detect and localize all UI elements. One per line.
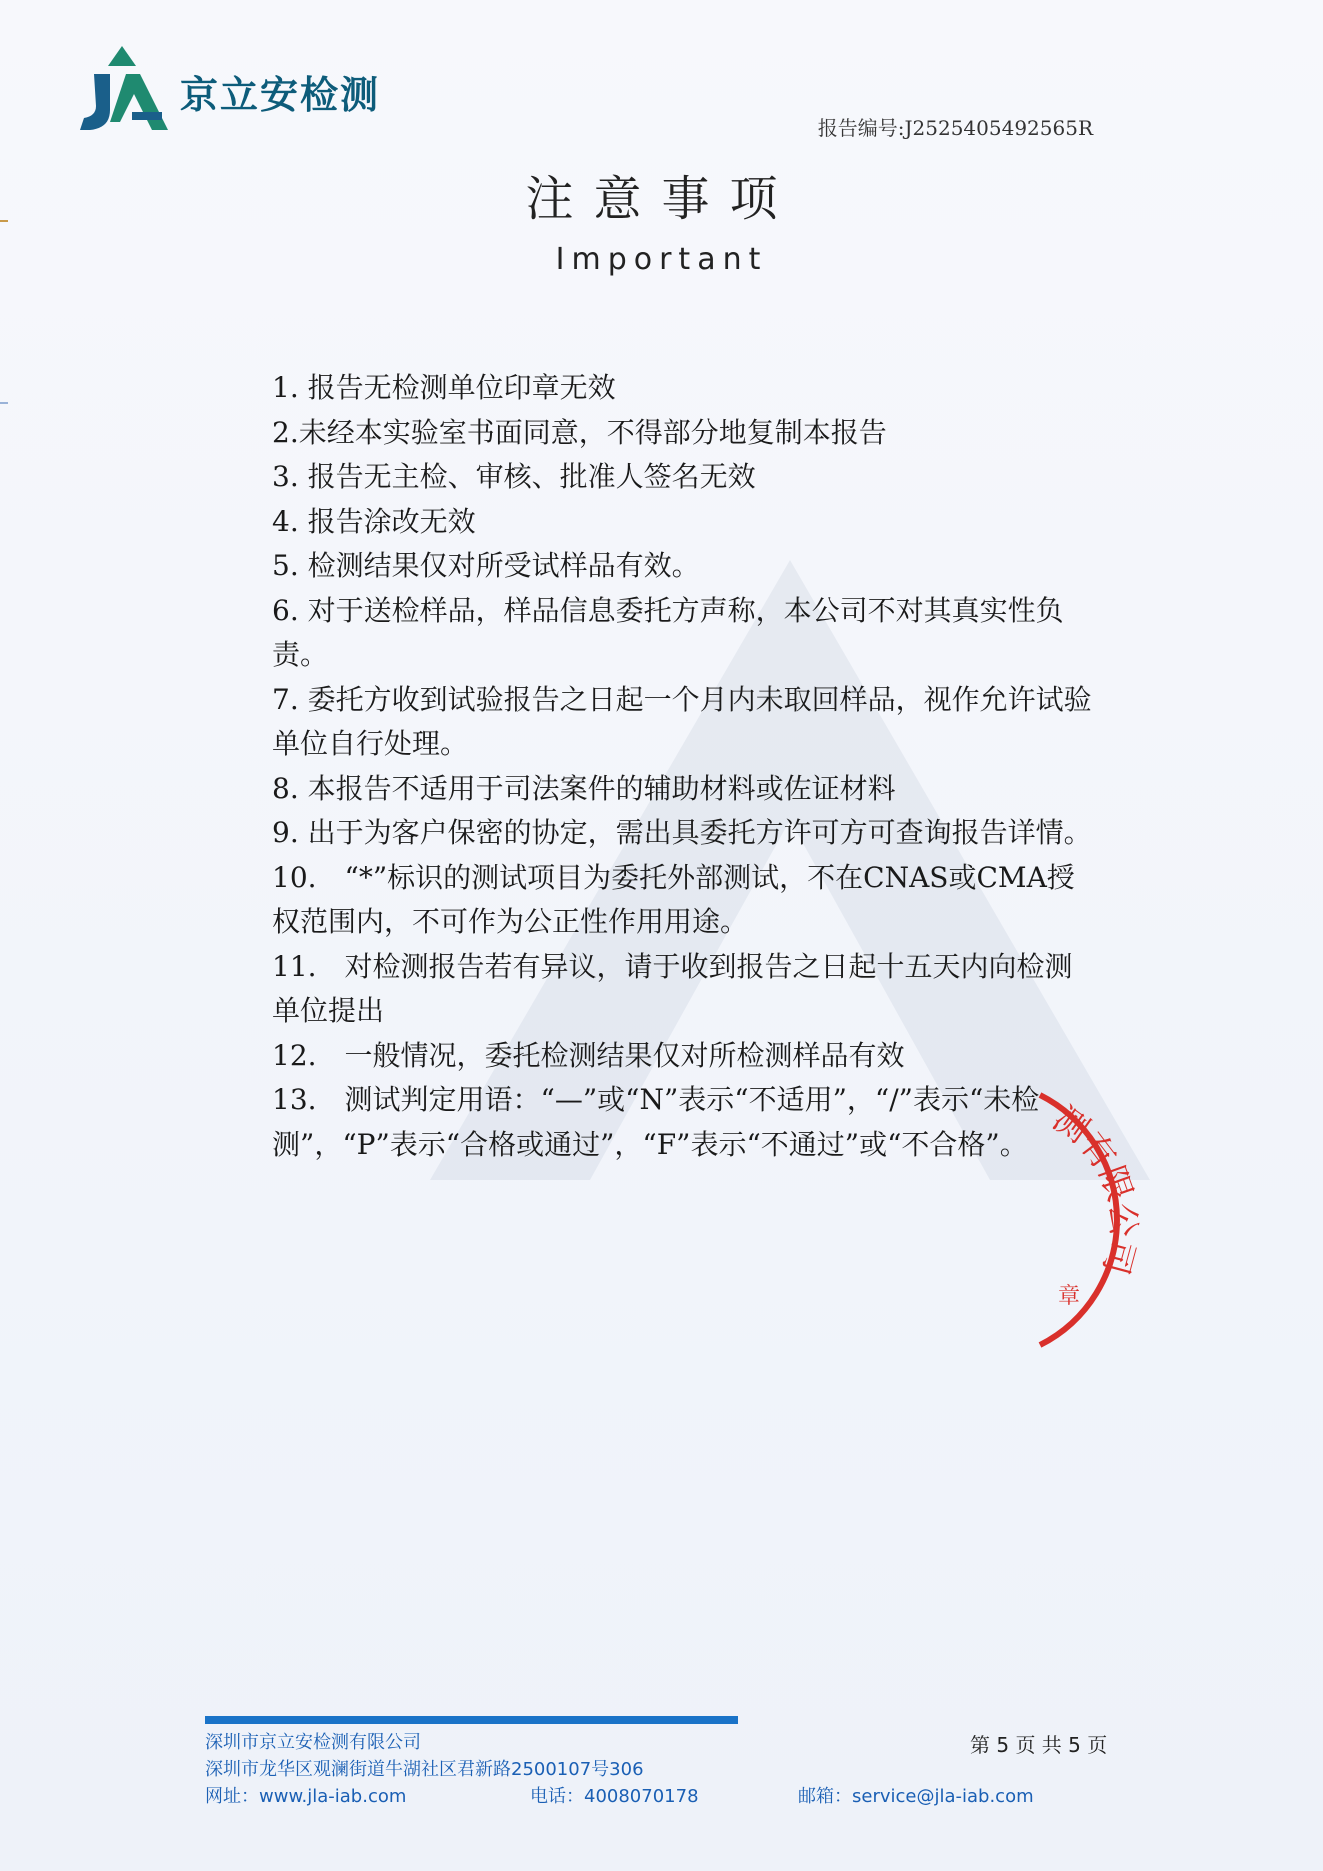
seal-char: 章 [1058,1284,1081,1309]
footer-company: 深圳市京立安检测有限公司 [205,1732,421,1753]
note-item: 9. 出于为客户保密的协定，需出具委托方许可方可查询报告详情。 [272,816,1092,849]
logo-text: 京立安检测 [180,73,381,117]
footer-divider [205,1716,738,1724]
note-item: 8. 本报告不适用于司法案件的辅助材料或佐证材料 [272,771,896,805]
logo-mark-icon [74,44,174,136]
notes-list [272,366,1092,1167]
note-item: 10. “*”标识的测试项目为委托外部测试，不在CNAS或CMA授权范围内，不可作为公正性作用用途。 [272,860,1075,938]
page-subtitle: Important [555,242,768,277]
note-item: 3. 报告无主检、审核、批准人签名无效 [272,460,756,493]
edge-mark [0,402,8,404]
note-item: 6. 对于送检样品，样品信息委托方声称，本公司不对其真实性负责。 [272,593,1064,671]
footer-address: 深圳市龙华区观澜街道牛湖社区君新路2500107号306 [205,1759,644,1780]
report-number: 报告编号:J2525405492565R [817,116,1093,140]
note-item: 12. 一般情况，委托检测结果仅对所检测样品有效 [272,1038,905,1072]
footer-phone: 电话：4008070178 [530,1786,699,1807]
note-item: 5. 检测结果仅对所受试样品有效。 [272,549,700,582]
note-item: 1. 报告无检测单位印章无效 [272,371,616,404]
footer-email: 邮箱：service@jla-iab.com [798,1786,1034,1807]
company-seal [1010,1075,1170,1365]
note-item: 4. 报告涂改无效 [272,504,476,538]
page-title: 注意事项 [525,171,798,227]
company-logo [74,44,394,136]
page-number: 第 5 页 共 5 页 [970,1733,1108,1757]
svg-text:测有限公司 [1045,1099,1143,1279]
note-item: 2.未经本实验室书面同意，不得部分地复制本报告 [272,415,887,449]
seal-text: 测有限公司 [1045,1098,1144,1279]
footer-website: 网址：www.jla-iab.com [205,1786,407,1807]
note-item: 7. 委托方收到试验报告之日起一个月内未取回样品，视作允许试验单位自行处理。 [272,682,1092,760]
edge-mark [0,220,8,222]
note-item: 11. 对检测报告若有异议，请于收到报告之日起十五天内向检测单位提出 [272,949,1073,1027]
note-item: 13. 测试判定用语：“—”或“N”表示“不适用”，“/”表示“未检测”，“P”表示“合格或通过”，“F”表示“不通过”或“不合格”。 [272,1083,1040,1161]
